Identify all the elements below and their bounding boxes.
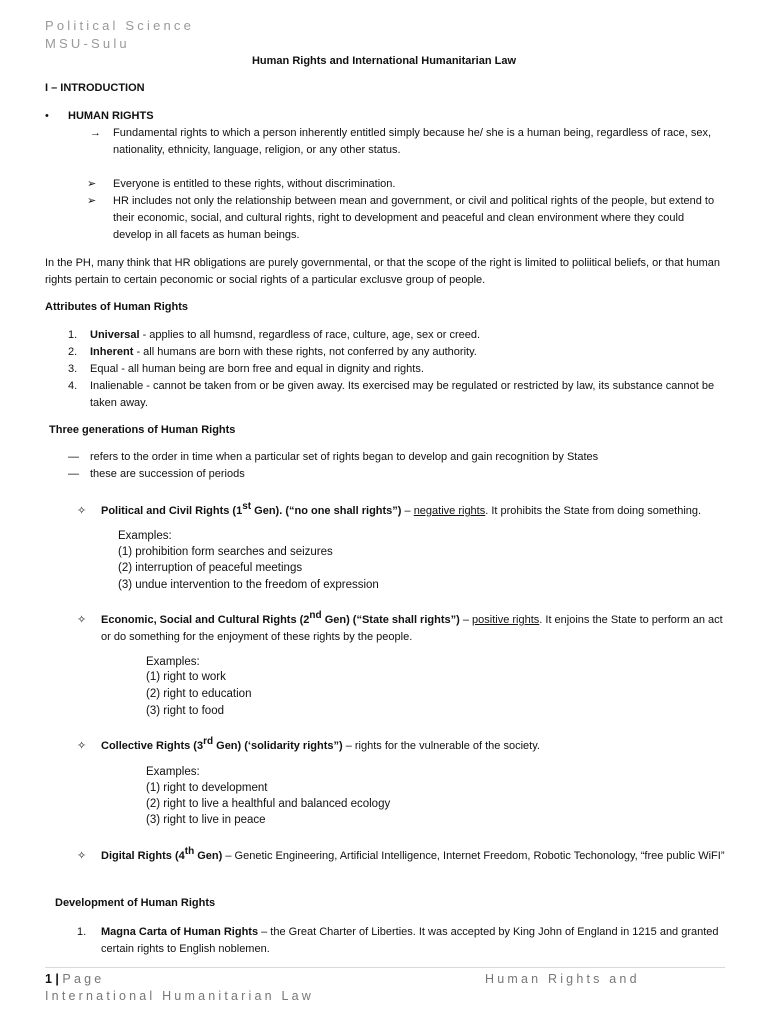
- page-separator: |: [51, 972, 63, 986]
- example-item: (1) right to development: [146, 782, 268, 794]
- gen-ordinal: th: [184, 846, 195, 857]
- pointer-icon: ➢: [87, 195, 97, 207]
- footer-divider: [45, 967, 725, 968]
- gen-title: Economic, Social and Cultural Rights (2: [101, 614, 310, 626]
- human-rights-heading: HUMAN RIGHTS: [68, 110, 154, 122]
- star-icon: ✧: [77, 505, 87, 517]
- page-number: 1: [45, 972, 52, 986]
- attribute-term: Universal: [90, 329, 140, 341]
- gen-description: . It prohibits the State from doing something.: [485, 505, 702, 517]
- gen-dash: –: [459, 614, 473, 626]
- generations-note-1: refers to the order in time when a particular set of rights began to develop and gain recognition by States: [90, 451, 599, 463]
- example-item: (3) right to food: [146, 705, 224, 717]
- gen-description: – rights for the vulnerable of the society.: [342, 740, 540, 752]
- pointer-icon: ➢: [87, 178, 97, 190]
- magna-carta-item: [101, 924, 725, 958]
- list-number: 4.: [68, 380, 78, 392]
- generation-1: [101, 503, 723, 520]
- attributes-heading: Attributes of Human Rights: [45, 301, 188, 313]
- header-line-1: Political Science: [45, 18, 195, 33]
- gen-description: – Genetic Engineering, Artificial Intelligence, Internet Freedom, Robotic Techonology, “free public WiFI”: [222, 850, 725, 862]
- examples-label: Examples:: [118, 530, 172, 542]
- page-label: [45, 972, 104, 986]
- gen-title: Collective Rights (3: [101, 740, 204, 752]
- example-item: (2) interruption of peaceful meetings: [118, 562, 303, 574]
- gen-ordinal: st: [242, 501, 252, 512]
- example-item: (3) undue intervention to the freedom of expression: [118, 579, 379, 591]
- example-item: (2) right to live a healthful and balanced ecology: [146, 798, 391, 810]
- example-item: (1) right to work: [146, 671, 226, 683]
- star-icon: ✧: [77, 850, 87, 862]
- gen-title: Digital Rights (4: [101, 850, 185, 862]
- attribute-item: [90, 361, 725, 378]
- attribute-term: Inherent: [90, 346, 134, 358]
- attribute-text: - applies to all humsnd, regardless of race, culture, age, sex or creed.: [139, 329, 481, 341]
- attribute-item: [90, 378, 725, 412]
- gen-ordinal: rd: [203, 736, 214, 747]
- attribute-text: - all humans are born with these rights, not conferred by any authority.: [133, 346, 477, 358]
- dash-icon: —: [68, 451, 79, 463]
- examples-label: Examples:: [146, 766, 200, 778]
- list-number: 1.: [77, 926, 87, 938]
- hr-point-2: HR includes not only the relationship between mean and government, or civil and political rights of the people, but extend to their economic, social, and cultural rights, right to development and peaceful and clean environment where they could develop in all facets as human beings.: [113, 195, 715, 241]
- magna-carta-term: Magna Carta of Human Rights: [101, 926, 259, 938]
- hr-point-1: Everyone is entitled to these rights, without discrimination.: [113, 178, 396, 190]
- footer-title-right: Human Rights and: [485, 972, 640, 986]
- list-number: 3.: [68, 363, 78, 375]
- section-heading: I – INTRODUCTION: [45, 82, 145, 94]
- gen-title-rest: Gen) (‘solidarity rights”): [213, 740, 343, 752]
- star-icon: ✧: [77, 740, 87, 752]
- attribute-text: Inalienable - cannot be taken from or be given away. Its exercised may be regulated or restricted by law, its substance cannot be taken away.: [90, 380, 715, 409]
- gen-rights-type: positive rights: [472, 614, 540, 626]
- header-line-2: MSU-Sulu: [45, 36, 130, 51]
- gen-title-rest: Gen). (“no one shall rights”): [251, 505, 402, 517]
- gen-ordinal: nd: [309, 610, 322, 621]
- footer-title-line-2: International Humanitarian Law: [45, 989, 315, 1003]
- generation-4: [101, 848, 725, 865]
- gen-title-rest: Gen): [194, 850, 223, 862]
- example-item: (1) prohibition form searches and seizures: [118, 546, 333, 558]
- generations-note-2: these are succession of periods: [90, 468, 245, 480]
- page-word: Page: [62, 972, 105, 986]
- ph-paragraph: In the PH, many think that HR obligations are purely governmental, or that the scope of the right is limited to poliitical beliefs, or that human rights pertain to certain peconomic or social rights of a particular exclusve group of people.: [45, 257, 721, 286]
- example-item: (2) right to education: [146, 688, 252, 700]
- document-title: Human Rights and International Humanitarian Law: [251, 55, 517, 67]
- dash-icon: —: [68, 468, 79, 480]
- hr-definition: Fundamental rights to which a person inherently entitled simply because he/ she is a human being, regardless of race, sex, nationality, ethnicity, language, religion, or any other status.: [113, 127, 711, 156]
- generation-2: [101, 612, 725, 646]
- list-number: 2.: [68, 346, 78, 358]
- magna-carta-text: – the Great Charter of Liberties. It was accepted by King John of England in 1215 and granted certain rights to English noblemen.: [101, 926, 719, 955]
- development-heading: Development of Human Rights: [55, 897, 216, 909]
- gen-rights-type: negative rights: [413, 505, 486, 517]
- list-number: 1.: [68, 329, 78, 341]
- attribute-item: [90, 327, 725, 344]
- gen-title-rest: Gen) (“State shall rights”): [321, 614, 460, 626]
- generations-heading: Three generations of Human Rights: [49, 424, 236, 436]
- generation-3: [101, 738, 725, 755]
- arrow-icon: →: [90, 127, 101, 139]
- gen-title: Political and Civil Rights (1: [101, 505, 243, 517]
- gen-description: . It enjoins the State to perform an act or do something for the enjoyment of these rights by the people.: [101, 614, 723, 643]
- attribute-item: [90, 344, 725, 361]
- examples-label: Examples:: [146, 656, 200, 668]
- gen-dash: –: [401, 505, 414, 517]
- attribute-text: Equal - all human being are born free and equal in dignity and rights.: [90, 363, 424, 375]
- example-item: (3) right to live in peace: [146, 814, 266, 826]
- star-icon: ✧: [77, 614, 87, 626]
- bullet-icon: •: [45, 110, 49, 122]
